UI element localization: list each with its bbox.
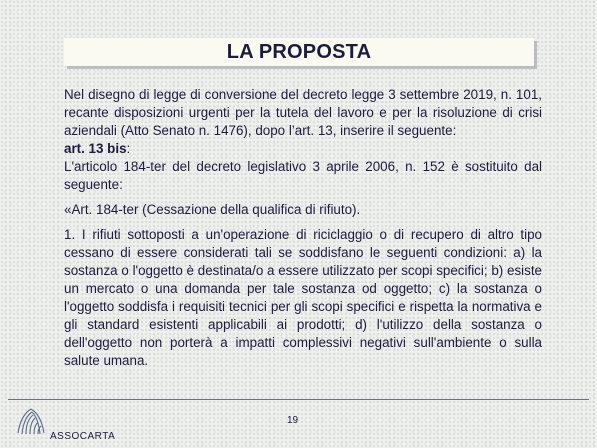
replacement-paragraph: L'articolo 184-ter del decreto legislativo 3 aprile 2006, n. 152 è sostituito dal seguente: xyxy=(64,159,542,192)
footer-divider xyxy=(8,399,589,400)
article-line xyxy=(64,140,542,158)
quote-heading: «Art. 184-ter (Cessazione della qualifica di rifiuto). xyxy=(64,202,361,217)
logo-text: ASSOCARTA xyxy=(50,431,116,442)
clause-paragraph: 1. I rifiuti sottoposti a un'operazione di riciclaggio o di recupero di altro tipo cessano di essere considerati tali se soddisfano le seguenti condizioni: a) la sostanza o l'oggetto è destinata/o a essere utilizzato per scopi specifici; b) esiste un mercato o una domanda per tale sostanza od oggetto; c) la sostanza o l'oggetto soddisfa i requisiti tecnici per gli scopi specifici e rispetta la normativa e gli standard esistenti applicabili ai prodotti; d) l'utilizzo della sostanza o dell'oggetto non porterà a impatti complessivi negativi sull'ambiente o sulla salute umana. xyxy=(64,227,542,368)
slide-body xyxy=(64,86,542,370)
article-label-suffix: : xyxy=(126,141,131,156)
page-title: LA PROPOSTA xyxy=(226,40,372,63)
intro-paragraph: Nel disegno di legge di conversione del decreto legge 3 settembre 2019, n. 101, recante disposizioni urgenti per la tutela del lavoro e per la risoluzione di crisi aziendali (Atto Senato n. 1476), dopo l’art. 13, inserire il seguente: xyxy=(64,87,542,138)
title-box xyxy=(64,38,534,66)
assocarta-logo-icon xyxy=(14,403,48,437)
page-number: 19 xyxy=(287,415,299,426)
article-label: art. 13 bis xyxy=(64,141,127,156)
